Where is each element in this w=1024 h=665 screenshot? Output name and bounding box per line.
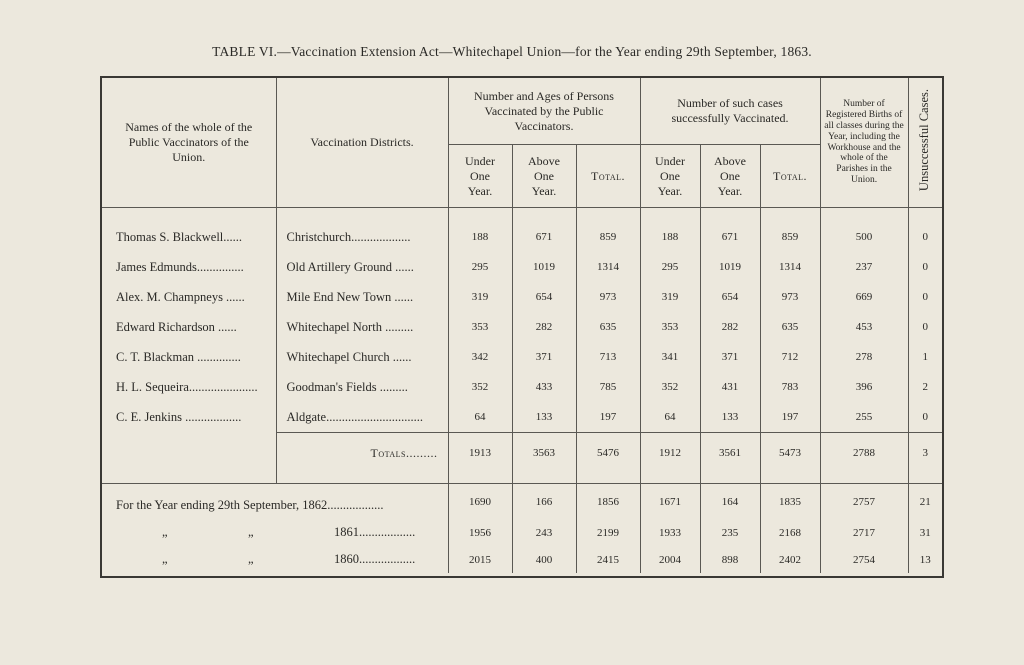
vacc-under-one: 342 <box>448 342 512 372</box>
district-name: Old Artillery Ground ...... <box>276 252 448 282</box>
table-row <box>102 342 942 372</box>
succ-above-one: 654 <box>700 282 760 312</box>
totals-succ-under-one: 1912 <box>640 433 700 474</box>
district-name: Whitechapel Church ...... <box>276 342 448 372</box>
succ-under-one: 188 <box>640 222 700 252</box>
table-title: TABLE VI.—Vaccination Extension Act—Whitechapel Union—for the Year ending 29th September, 1863. <box>212 44 812 59</box>
vacc-under-one: 295 <box>448 252 512 282</box>
succ-above-one: 371 <box>700 342 760 372</box>
year-vacc-above-one: 166 <box>512 484 576 520</box>
vaccination-table-frame <box>100 76 944 578</box>
district-name: Whitechapel North ......... <box>276 312 448 342</box>
header-districts: Vaccination Districts. <box>276 78 448 208</box>
header-succ-total: Total. <box>760 145 820 208</box>
totals-unsuccessful: 3 <box>908 433 942 474</box>
registered-births: 396 <box>820 372 908 402</box>
year-vacc-total: 2415 <box>576 546 640 573</box>
succ-under-one: 64 <box>640 402 700 433</box>
header-persons-vaccinated: Number and Ages of Persons Vaccinated by the Public Vaccinators. <box>448 78 640 145</box>
registered-births: 255 <box>820 402 908 433</box>
header-succ-above-one: Above One Year. <box>700 145 760 208</box>
unsuccessful-cases: 0 <box>908 222 942 252</box>
succ-total: 859 <box>760 222 820 252</box>
year-births: 2754 <box>820 546 908 573</box>
year-row <box>102 519 942 546</box>
totals-row <box>102 433 942 474</box>
year-births: 2757 <box>820 484 908 520</box>
registered-births: 500 <box>820 222 908 252</box>
year-vacc-above-one: 400 <box>512 546 576 573</box>
totals-succ-above-one: 3561 <box>700 433 760 474</box>
vaccinator-name: Edward Richardson ...... <box>116 319 237 334</box>
vacc-above-one: 654 <box>512 282 576 312</box>
unsuccessful-cases: 0 <box>908 402 942 433</box>
vacc-above-one: 1019 <box>512 252 576 282</box>
year-vacc-under-one: 1956 <box>448 519 512 546</box>
header-successful: Number of such cases successfully Vaccinated. <box>640 78 820 145</box>
succ-under-one: 295 <box>640 252 700 282</box>
succ-under-one: 341 <box>640 342 700 372</box>
table-row <box>102 222 942 252</box>
year-succ-under-one: 2004 <box>640 546 700 573</box>
year-row <box>102 546 942 573</box>
year-value: 1861.................. <box>334 525 416 539</box>
vacc-total: 713 <box>576 342 640 372</box>
totals-vacc-under-one: 1913 <box>448 433 512 474</box>
table-row <box>102 372 942 402</box>
vacc-total: 973 <box>576 282 640 312</box>
table-row <box>102 312 942 342</box>
succ-above-one: 431 <box>700 372 760 402</box>
year-vacc-total: 1856 <box>576 484 640 520</box>
unsuccessful-cases: 0 <box>908 282 942 312</box>
registered-births: 669 <box>820 282 908 312</box>
year-succ-under-one: 1671 <box>640 484 700 520</box>
unsuccessful-cases: 0 <box>908 312 942 342</box>
year-label <box>102 546 448 573</box>
unsuccessful-cases: 1 <box>908 342 942 372</box>
year-unsuccessful: 31 <box>908 519 942 546</box>
table-row <box>102 252 942 282</box>
succ-above-one: 1019 <box>700 252 760 282</box>
year-unsuccessful: 21 <box>908 484 942 520</box>
vacc-above-one: 133 <box>512 402 576 433</box>
year-unsuccessful: 13 <box>908 546 942 573</box>
vacc-above-one: 433 <box>512 372 576 402</box>
totals-succ-total: 5473 <box>760 433 820 474</box>
district-name: Goodman's Fields ......... <box>276 372 448 402</box>
vacc-under-one: 353 <box>448 312 512 342</box>
table-row <box>102 282 942 312</box>
registered-births: 453 <box>820 312 908 342</box>
succ-total: 1314 <box>760 252 820 282</box>
vacc-above-one: 371 <box>512 342 576 372</box>
vacc-under-one: 352 <box>448 372 512 402</box>
year-succ-total: 2402 <box>760 546 820 573</box>
year-vacc-total: 2199 <box>576 519 640 546</box>
vacc-total: 785 <box>576 372 640 402</box>
vacc-total: 1314 <box>576 252 640 282</box>
district-name: Christchurch................... <box>276 222 448 252</box>
ditto-mark: „ <box>248 552 254 566</box>
vacc-total: 859 <box>576 222 640 252</box>
unsuccessful-cases: 0 <box>908 252 942 282</box>
unsuccessful-cases: 2 <box>908 372 942 402</box>
year-succ-total: 1835 <box>760 484 820 520</box>
vacc-under-one: 319 <box>448 282 512 312</box>
header-names: Names of the whole of the Public Vaccinators of the Union. <box>102 78 276 208</box>
year-succ-above-one: 898 <box>700 546 760 573</box>
table-row <box>102 402 942 433</box>
succ-above-one: 133 <box>700 402 760 433</box>
ditto-mark: „ <box>162 552 168 566</box>
succ-under-one: 352 <box>640 372 700 402</box>
year-label <box>102 519 448 546</box>
year-succ-total: 2168 <box>760 519 820 546</box>
header-births: Number of Registered Births of all classes during the Year, including the Workhouse and the whole of the Parishes in the Union. <box>820 78 908 208</box>
succ-under-one: 319 <box>640 282 700 312</box>
ditto-mark: „ <box>248 525 254 539</box>
year-label: For the Year ending 29th September, 1862.................. <box>116 498 384 512</box>
year-vacc-under-one: 2015 <box>448 546 512 573</box>
vacc-total: 635 <box>576 312 640 342</box>
succ-under-one: 353 <box>640 312 700 342</box>
header-vacc-above-one: Above One Year. <box>512 145 576 208</box>
vacc-under-one: 188 <box>448 222 512 252</box>
year-succ-above-one: 164 <box>700 484 760 520</box>
succ-total: 973 <box>760 282 820 312</box>
district-name: Aldgate............................... <box>276 402 448 433</box>
header-succ-under-one: Under One Year. <box>640 145 700 208</box>
succ-total: 197 <box>760 402 820 433</box>
header-unsuccessful <box>908 78 942 208</box>
vaccinator-name: H. L. Sequeira...................... <box>116 379 258 394</box>
totals-vacc-above-one: 3563 <box>512 433 576 474</box>
registered-births: 278 <box>820 342 908 372</box>
vaccinator-name: C. T. Blackman .............. <box>116 349 241 364</box>
header-unsuccessful-text: Unsuccessful Cases. <box>917 89 932 192</box>
year-vacc-under-one: 1690 <box>448 484 512 520</box>
vaccinator-name: Thomas S. Blackwell...... <box>116 229 243 244</box>
header-vacc-under-one: Under One Year. <box>448 145 512 208</box>
header-vacc-total: Total. <box>576 145 640 208</box>
succ-above-one: 671 <box>700 222 760 252</box>
registered-births: 237 <box>820 252 908 282</box>
vaccinator-name: James Edmunds............... <box>116 259 244 274</box>
year-births: 2717 <box>820 519 908 546</box>
vaccinator-name: C. E. Jenkins .................. <box>116 409 242 424</box>
succ-total: 783 <box>760 372 820 402</box>
succ-total: 712 <box>760 342 820 372</box>
totals-births: 2788 <box>820 433 908 474</box>
ditto-mark: „ <box>162 525 168 539</box>
vacc-above-one: 671 <box>512 222 576 252</box>
year-succ-under-one: 1933 <box>640 519 700 546</box>
totals-label: Totals......... <box>276 433 448 474</box>
vacc-above-one: 282 <box>512 312 576 342</box>
vacc-under-one: 64 <box>448 402 512 433</box>
vacc-total: 197 <box>576 402 640 433</box>
succ-total: 635 <box>760 312 820 342</box>
year-succ-above-one: 235 <box>700 519 760 546</box>
year-vacc-above-one: 243 <box>512 519 576 546</box>
year-row <box>102 484 942 520</box>
vaccination-table <box>102 78 942 573</box>
succ-above-one: 282 <box>700 312 760 342</box>
totals-vacc-total: 5476 <box>576 433 640 474</box>
district-name: Mile End New Town ...... <box>276 282 448 312</box>
vaccinator-name: Alex. M. Champneys ...... <box>116 289 245 304</box>
year-value: 1860.................. <box>334 552 416 566</box>
